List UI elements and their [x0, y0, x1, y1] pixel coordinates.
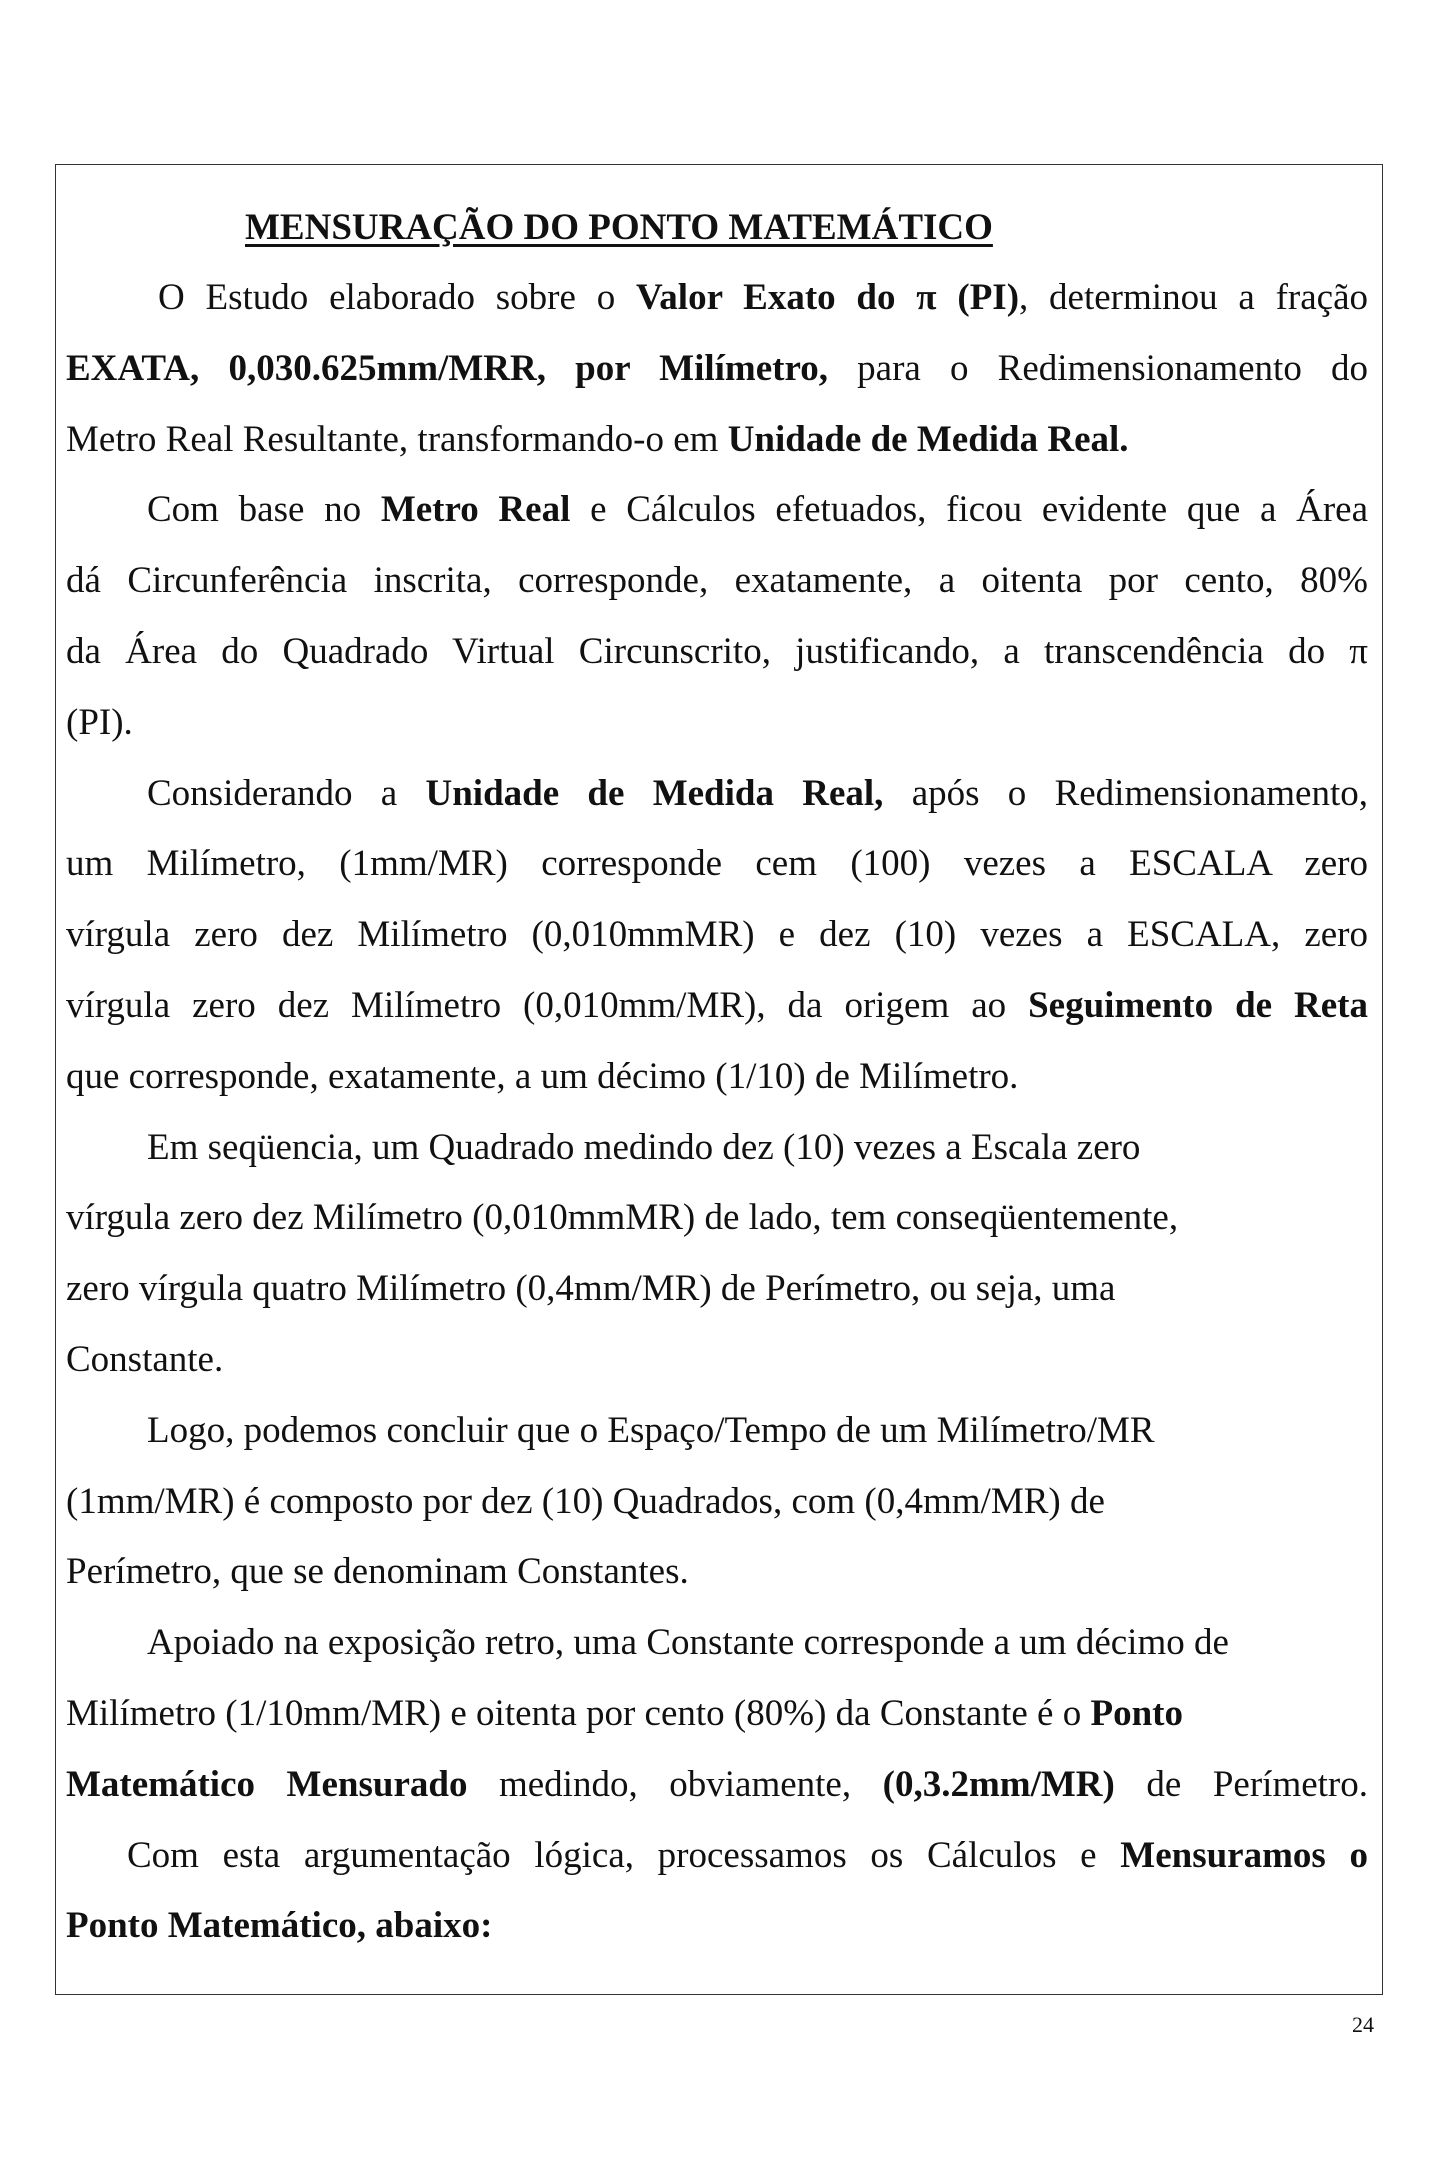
text: (PI).: [66, 701, 133, 743]
text: que corresponde, exatamente, a um décimo (1/10) de Milímetro.: [66, 1055, 1019, 1097]
text-line: [66, 1113, 1368, 1184]
bold-text: Unidade de Medida Real.: [727, 418, 1129, 460]
text: O Estudo elaborado sobre o: [158, 277, 636, 318]
text-line: [66, 1537, 1368, 1608]
text-line: [66, 546, 1368, 617]
text: para o Redimensionamento do: [827, 347, 1368, 389]
text: um Milímetro, (1mm/MR) corresponde cem (100) vezes a ESCALA zero: [66, 843, 1368, 885]
document-body: [66, 263, 1368, 1962]
text-line: [66, 1750, 1368, 1821]
text: (1mm/MR) é composto por dez (10) Quadrados, com (0,4mm/MR) de: [66, 1480, 1105, 1522]
bold-text: Ponto Matemático, abaixo:: [66, 1905, 493, 1947]
bold-text: Ponto: [1090, 1692, 1183, 1734]
bold-text: Metro Real: [380, 489, 571, 531]
text-line: [66, 1467, 1368, 1538]
text: Logo, podemos concluir que o Espaço/Tempo de um Milímetro/MR: [147, 1409, 1155, 1451]
bold-text: EXATA, 0,030.625mm/MRR, por Milímetro,: [66, 347, 828, 389]
text: e Cálculos efetuados, ficou evidente que a Área: [570, 489, 1368, 531]
text-line: [66, 1042, 1368, 1113]
text: Constante.: [66, 1338, 224, 1380]
text: zero vírgula quatro Milímetro (0,4mm/MR) de Perímetro, ou seja, uma: [66, 1268, 1116, 1310]
bold-text: Matemático Mensurado: [66, 1763, 468, 1805]
text: vírgula zero dez Milímetro (0,010mmMR) e dez (10) vezes a ESCALA, zero: [66, 914, 1368, 956]
text-line: [66, 688, 1368, 759]
text-line: [66, 829, 1368, 900]
text: dá Circunferência inscrita, corresponde, exatamente, a oitenta por cento, 80%: [66, 560, 1368, 602]
text: Com base no: [147, 489, 381, 531]
text-line: [66, 1891, 1368, 1962]
bold-text: Unidade de Medida Real,: [425, 772, 884, 814]
text: vírgula zero dez Milímetro (0,010mmMR) de lado, tem conseqüentemente,: [66, 1197, 1179, 1239]
page-number: 24: [1352, 2012, 1374, 2037]
text-line: [66, 475, 1368, 546]
text-line: [66, 900, 1368, 971]
bold-text: Seguimento de Reta: [1028, 984, 1368, 1026]
text-line: [66, 1325, 1368, 1396]
text: após o Redimensionamento,: [883, 772, 1368, 814]
text: de Perímetro.: [1114, 1763, 1368, 1805]
text: Considerando a: [147, 772, 426, 814]
text-line: [66, 1183, 1368, 1254]
text-line: [66, 1254, 1368, 1325]
text: Com esta argumentação lógica, processamos os Cálculos e: [127, 1834, 1121, 1876]
text: , determinou a fração: [1019, 277, 1368, 318]
text-line: [66, 1821, 1368, 1892]
bold-text: Mensuramos o: [1120, 1834, 1368, 1876]
text: Em seqüencia, um Quadrado medindo dez (10) vezes a Escala zero: [147, 1126, 1141, 1168]
text-line: [66, 1396, 1368, 1467]
text: da Área do Quadrado Virtual Circunscrito, justificando, a transcendência do π: [66, 630, 1368, 672]
text: Apoiado na exposição retro, uma Constante corresponde a um décimo de: [147, 1622, 1229, 1664]
text-line: [66, 1608, 1368, 1679]
text: Milímetro (1/10mm/MR) e oitenta por cento (80%) da Constante é o: [66, 1692, 1091, 1734]
text-line: [66, 617, 1368, 688]
text: vírgula zero dez Milímetro (0,010mm/MR), da origem ao: [66, 984, 1029, 1026]
text: medindo, obviamente,: [467, 1763, 883, 1805]
page-title: MENSURAÇÃO DO PONTO MATEMÁTICO: [245, 207, 993, 248]
text-line: [66, 334, 1368, 405]
bold-text: Valor Exato do π (PI): [635, 277, 1020, 318]
text-line: [66, 759, 1368, 830]
text-line: [66, 263, 1368, 334]
text-line: [66, 971, 1368, 1042]
text: Perímetro, que se denominam Constantes.: [66, 1551, 689, 1593]
text-line: [66, 1679, 1368, 1750]
bold-text: (0,3.2mm/MR): [882, 1763, 1115, 1805]
text: Metro Real Resultante, transformando-o em: [66, 418, 728, 460]
text-line: [66, 405, 1368, 476]
